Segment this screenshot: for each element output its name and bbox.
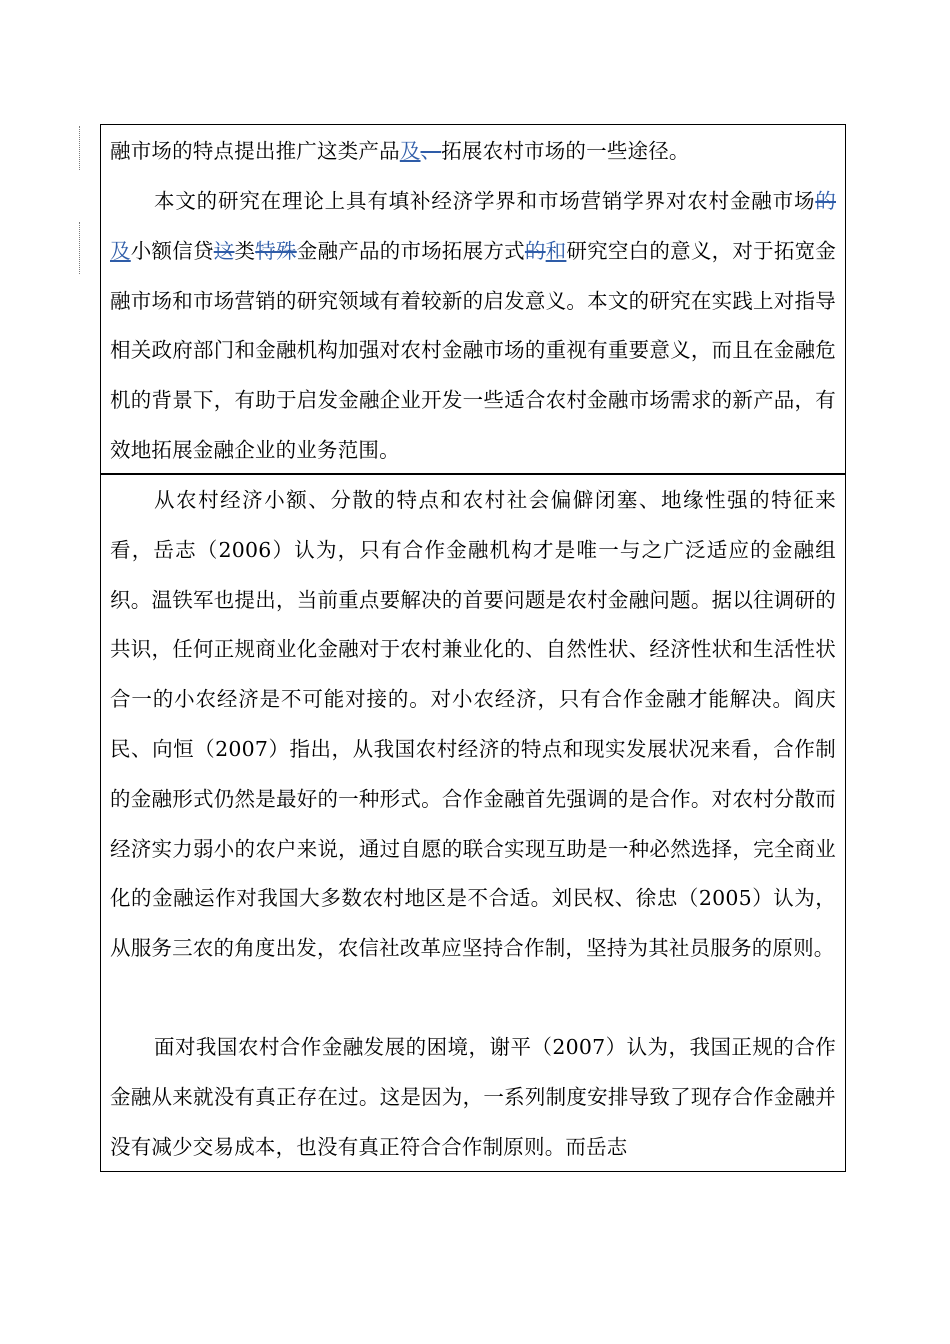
text-run: 小额信贷 (130, 238, 214, 263)
deleted-text: 这 (213, 238, 235, 263)
deleted-text: 特殊 (255, 238, 297, 263)
deleted-text: 的 (815, 189, 836, 213)
text-box-bottom (100, 473, 846, 1172)
paragraph: 从农村经济小额、分散的特点和农村社会偏僻闭塞、地缘性强的特征来看，岳志（2006）认为，只有合作金融机构才是唯一与之广泛适应的金融组织。温铁军也提出，当前重点要解决的首要问题是农村金融问题。据以往调研的共识，任何正规商业化金融对于农村兼业化的、自然性状、经济性状和生活性状合一的小农经济是不可能对接的。对小农经济，只有合作金融才能解决。阎庆民、向恒（2007）指出，从我国农村经济的特点和现实发展状况来看，合作制的金融形式仍然是最好的一种形式。合作金融首先强调的是合作。对农村分散而经济实力弱小的农户来说，通过自愿的联合实现互助是一种必然选择，完全商业化的金融运作对我国大多数农村地区是不合适。刘民权、徐忠（2005）认为，从服务三农的角度出发，农信社改革应坚持合作制，坚持为其社员服务的原则。 (110, 488, 836, 961)
paragraph (110, 127, 836, 177)
paragraph (110, 177, 836, 476)
paragraph: 面对我国农村合作金融发展的困境，谢平（2007）认为，我国正规的合作金融从来就没有真正存在过。这是因为，一系列制度安排导致了现存合作金融并没有减少交易成本，也没有真正符合合作制原则。而岳志 (110, 1035, 836, 1159)
inserted-text: 及 (110, 238, 131, 263)
text-run: 本文的研究在理论上具有填补经济学界和市场营销学界对农村金融市场 (154, 189, 816, 213)
change-bar (79, 222, 80, 274)
deleted-text: 的 (524, 238, 546, 263)
text-run: 金融产品的市场拓展方式 (296, 238, 525, 263)
inserted-text: 及 (399, 139, 421, 163)
change-bar (79, 126, 80, 170)
text-run: 类 (234, 238, 256, 263)
text-run: 拓展农村市场的一些途径。 (441, 139, 690, 163)
text-run: 融市场的特点提出推广这类产品 (110, 139, 400, 163)
inserted-text: 和 (545, 238, 567, 263)
text-run: 研究空白的意义，对于拓宽金融市场和市场营销的研究领域有着较新的启发意义。本文的研究在实践上对指导相关政府部门和金融机构加强对农村金融市场的重视有重要意义，而且在金融危机的背景下，有助于启发金融企业开发一些适合农村金融市场需求的新产品，有效地拓展金融企业的业务范围。 (110, 238, 837, 462)
deleted-text: 、 (420, 139, 442, 163)
text-box-top (100, 124, 846, 475)
